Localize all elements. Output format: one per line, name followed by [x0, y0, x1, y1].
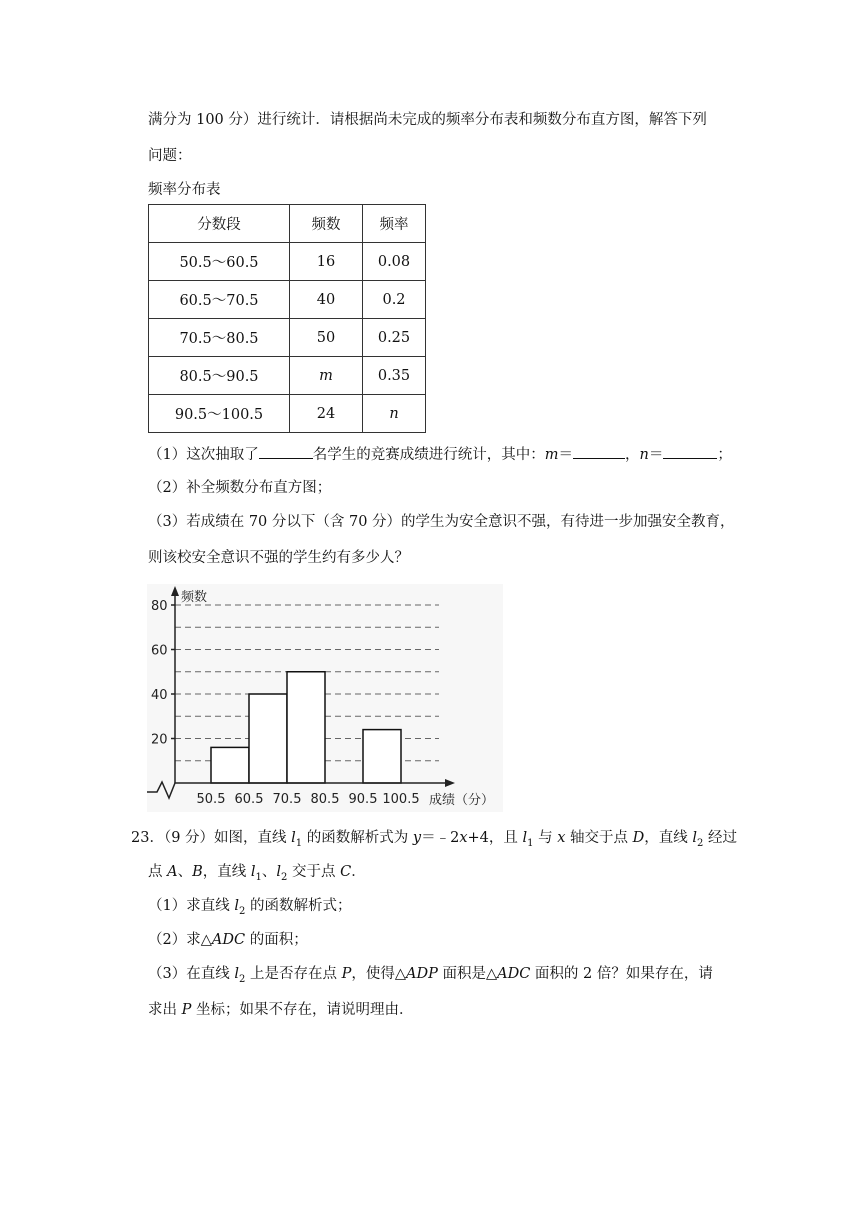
triangle-adc: ADC [211, 932, 246, 948]
q23-text: 坐标；如果不存在，请说明理由． [191, 1002, 414, 1018]
comma: ， [624, 447, 640, 463]
q23-part1 [148, 896, 351, 922]
subscript-2: 2 [281, 871, 288, 883]
q22-part1-text-b: 名学生的竞赛成绩进行统计，其中： [312, 447, 545, 463]
q22-part1-text-a: （1）这次抽取了 [148, 447, 259, 463]
cell-range: 70.5～80.5 [149, 319, 290, 357]
table-row [149, 319, 426, 357]
q23-text: ． [351, 864, 366, 880]
table-row [149, 357, 426, 395]
answer-blank-total[interactable] [259, 444, 313, 459]
point-p: P [181, 1002, 192, 1018]
q23-line2 [148, 862, 366, 888]
subscript-2: 2 [238, 905, 246, 917]
q23-text: +4，且 [467, 830, 523, 846]
q23-text: 的面积； [245, 932, 308, 948]
table-header-row [149, 205, 426, 243]
header-count: 频数 [290, 205, 363, 243]
q23-text: ，直线 [202, 864, 251, 880]
cell-count: m [290, 357, 363, 395]
triangle-adp: ADP [406, 966, 438, 982]
x-tick-label: 90.5 [348, 792, 378, 807]
q23-text: 与 [533, 830, 558, 846]
x-tick-label: 70.5 [272, 792, 302, 807]
q23-part2 [148, 930, 308, 950]
cell-range: 90.5～100.5 [149, 395, 290, 433]
q22-part2: （2）补全频数分布直方图； [148, 480, 332, 496]
point-b: B [192, 864, 203, 880]
cell-frequency: 0.25 [363, 319, 426, 357]
q23-text: 求出 [148, 1002, 182, 1018]
subscript-1: 1 [255, 871, 262, 883]
histogram-bar [287, 672, 325, 783]
histogram [147, 584, 503, 812]
q23-text: 面积是△ [437, 966, 498, 982]
table-row [149, 395, 426, 433]
equals-sign: ＝ [558, 447, 573, 463]
y-axis-label: 频数 [181, 590, 208, 605]
var-l: l [234, 898, 239, 914]
point-p: P [341, 966, 352, 982]
cell-frequency: 0.08 [363, 243, 426, 281]
var-l: l [291, 830, 296, 846]
x-tick-label: 80.5 [310, 792, 340, 807]
cell-count: 40 [290, 281, 363, 319]
y-tick-label: 20 [151, 732, 168, 748]
histogram-bar [211, 747, 249, 783]
y-tick-label: 80 [151, 599, 168, 614]
q23-text: 轴交于点 [565, 830, 633, 846]
var-x: x [557, 830, 566, 846]
q23-text: （1）求直线 [148, 898, 235, 914]
var-n: n [639, 447, 649, 463]
y-tick-label: 60 [151, 643, 168, 659]
semicolon: ； [717, 447, 732, 463]
q23-text: ，直线 [644, 830, 693, 846]
subscript-1: 1 [295, 837, 303, 849]
q23-text: 上是否存在点 [245, 966, 342, 982]
q22-part3-line2: 则该校安全意识不强的学生约有多少人？ [148, 550, 409, 566]
x-tick-label: 60.5 [234, 792, 264, 807]
histogram-bar [249, 694, 287, 783]
q23-text: 的函数解析式； [245, 898, 352, 914]
frequency-table [148, 204, 426, 433]
table-title: 频率分布表 [148, 182, 221, 198]
q22-part1 [148, 444, 732, 465]
q23-text: ，使得△ [351, 966, 406, 982]
table-row [149, 243, 426, 281]
q23-line1 [131, 828, 737, 854]
triangle-adc: ADC [497, 966, 531, 982]
q23-text: ＝﹣2 [421, 830, 460, 846]
cell-count: 24 [290, 395, 363, 433]
q23-text: 点 [148, 864, 168, 880]
point-a: A [167, 864, 178, 880]
q23-text: 的函数解析式为 [302, 830, 413, 846]
header-frequency: 频率 [363, 205, 426, 243]
subscript-2: 2 [238, 973, 246, 985]
q23-part3-line1 [148, 964, 713, 990]
subscript-2: 2 [697, 837, 704, 849]
var-l: l [522, 830, 528, 846]
cell-frequency: 0.2 [363, 281, 426, 319]
subscript-1: 1 [527, 837, 534, 849]
point-d: D [632, 830, 645, 846]
var-x: x [459, 830, 468, 846]
cell-count: 50 [290, 319, 363, 357]
x-tick-label: 50.5 [196, 792, 226, 807]
histogram-bar [363, 730, 401, 783]
var-l: l [234, 966, 239, 982]
table-row [149, 281, 426, 319]
answer-blank-m[interactable] [573, 444, 625, 459]
var-l: l [250, 864, 256, 880]
cell-range: 60.5～70.5 [149, 281, 290, 319]
cell-range: 80.5～90.5 [149, 357, 290, 395]
y-tick-label: 40 [151, 688, 168, 703]
cell-range: 50.5～60.5 [149, 243, 290, 281]
point-c: C [340, 864, 352, 880]
var-m: m [544, 447, 559, 463]
equals-sign: ＝ [648, 447, 664, 463]
header-range: 分数段 [149, 205, 290, 243]
var-l: l [276, 864, 282, 880]
q23-text: 23．（9 分）如图，直线 [131, 830, 292, 846]
cell-frequency: 0.35 [363, 357, 426, 395]
x-axis-label: 成绩（分） [429, 793, 495, 808]
q22-intro-line1: 满分为 100 分）进行统计．请根据尚未完成的频率分布表和频数分布直方图，解答下列 [148, 112, 707, 128]
q23-text: （2）求△ [148, 932, 212, 948]
cell-count: 16 [290, 243, 363, 281]
q23-text: 经过 [703, 830, 738, 846]
q23-part3-line2 [148, 1000, 413, 1020]
cell-frequency: n [363, 395, 426, 433]
q23-text: 、 [177, 864, 193, 880]
q23-text: 交于点 [287, 864, 341, 880]
q23-text: 面积的 2 倍？如果存在，请 [530, 966, 713, 982]
q22-part3-line1: （3）若成绩在 70 分以下（含 70 分）的学生为安全意识不强，有待进一步加强安全教育， [148, 514, 735, 530]
var-y: y [412, 830, 422, 846]
q22-intro-line2: 问题： [148, 148, 192, 164]
x-tick-label: 100.5 [382, 792, 420, 807]
q23-text: 、 [261, 864, 277, 880]
answer-blank-n[interactable] [663, 444, 717, 459]
q23-text: （3）在直线 [148, 966, 235, 982]
var-l: l [692, 830, 698, 846]
